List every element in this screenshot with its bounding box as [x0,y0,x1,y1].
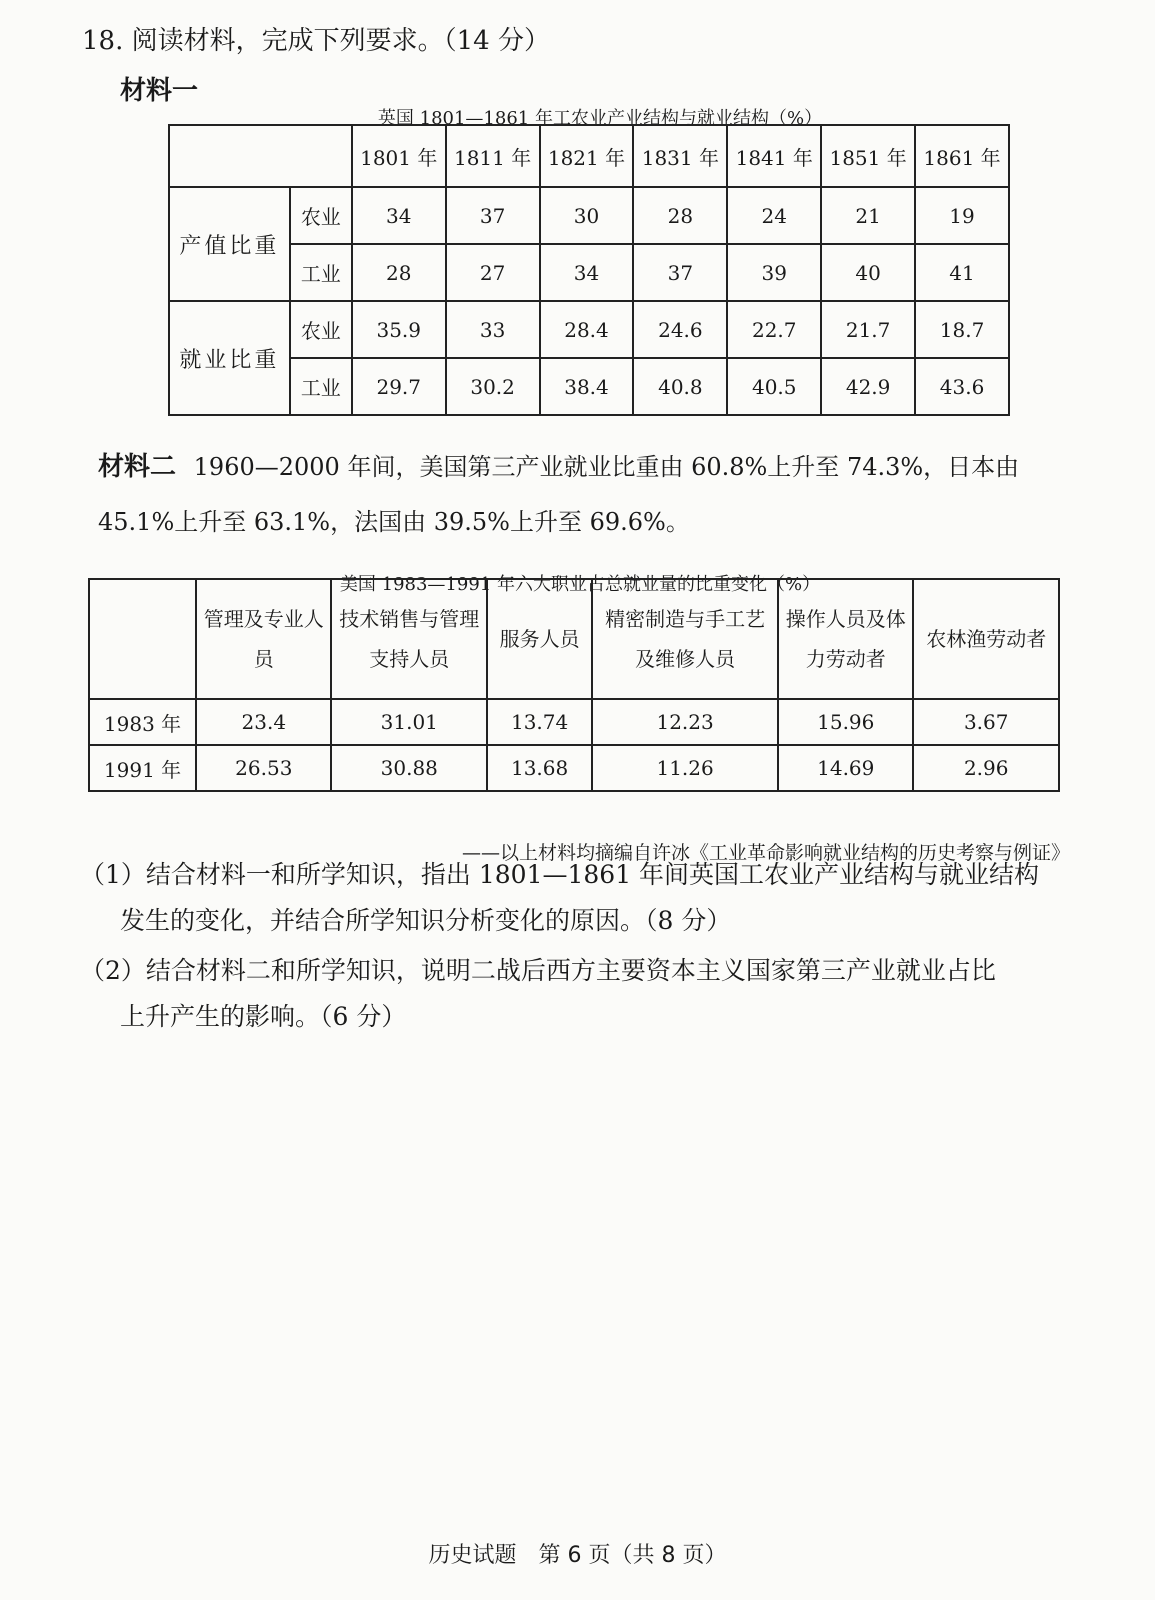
group-label-output: 产值比重 [169,187,290,301]
table-cell: 40.8 [633,358,727,415]
table-cell: 38.4 [540,358,634,415]
year-header: 1861 年 [915,125,1009,187]
table-cell: 31.01 [331,699,487,745]
table-cell: 22.7 [727,301,821,358]
table-uk-structure [168,124,1010,416]
table-cell: 3.67 [913,699,1059,745]
table-cell: 42.9 [821,358,915,415]
table-cell: 27 [446,244,540,301]
table2-caption: 美国 1983—1991 年六大职业占总就业量的比重变化（%） [339,574,821,595]
table-cell: 15.96 [778,699,913,745]
table-row [169,358,1009,415]
page-footer: 历史试题 第 6 页（共 8 页） [428,1543,727,1568]
table-cell: 40 [821,244,915,301]
table-cell: 29.7 [352,358,446,415]
column-header: 农林渔劳动者 [913,579,1059,699]
table-cell: 23.4 [196,699,331,745]
column-header: 操作人员及体力劳动者 [778,579,913,699]
table-cell: 41 [915,244,1009,301]
subquestion-1-line1: （1）结合材料一和所学知识，指出 1801—1861 年间英国工农业产业结构与就业结构 [80,860,1040,889]
subquestion-1 [80,852,1080,944]
table-cell: 40.5 [727,358,821,415]
sector-label: 农业 [290,187,352,244]
year-header: 1821 年 [540,125,634,187]
year-header: 1851 年 [821,125,915,187]
table-cell: 30.88 [331,745,487,791]
table-row [169,244,1009,301]
table-row [89,745,1059,791]
subquestion-2-line1: （2）结合材料二和所学知识，说明二战后西方主要资本主义国家第三产业就业占比 [80,956,996,985]
table1-caption: 英国 1801—1861 年工农业产业结构与就业结构（%） [377,108,823,129]
year-header: 1811 年 [446,125,540,187]
table-cell: 13.68 [487,745,592,791]
column-header: 服务人员 [487,579,592,699]
table-corner-cell [89,579,196,699]
table-corner-cell [169,125,352,187]
table-us-occupations [88,578,1060,792]
table-cell: 30.2 [446,358,540,415]
year-header: 1841 年 [727,125,821,187]
row-year: 1983 年 [89,699,196,745]
table-cell: 30 [540,187,634,244]
table-cell: 35.9 [352,301,446,358]
table-cell: 24.6 [633,301,727,358]
table-header-row [89,579,1059,699]
table-cell: 24 [727,187,821,244]
table-cell: 12.23 [592,699,778,745]
table-row [89,699,1059,745]
material2-text: 1960—2000 年间，美国第三产业就业比重由 60.8%上升至 74.3%，日本由45.1%上升至 63.1%，法国由 39.5%上升至 69.6%。 [98,453,1020,536]
table-cell: 11.26 [592,745,778,791]
table-row [169,187,1009,244]
column-header: 技术销售与管理支持人员 [331,579,487,699]
row-year: 1991 年 [89,745,196,791]
group-label-employment: 就业比重 [169,301,290,415]
table-cell: 28 [352,244,446,301]
table-cell: 34 [352,187,446,244]
sector-label: 农业 [290,301,352,358]
table-cell: 39 [727,244,821,301]
sector-label: 工业 [290,244,352,301]
question-title: 18. 阅读材料，完成下列要求。（14 分） [82,26,550,56]
table-cell: 21 [821,187,915,244]
table-cell: 14.69 [778,745,913,791]
table-cell: 18.7 [915,301,1009,358]
table-cell: 13.74 [487,699,592,745]
table-cell: 37 [633,244,727,301]
table-cell: 28 [633,187,727,244]
table-cell: 19 [915,187,1009,244]
table-cell: 21.7 [821,301,915,358]
table-cell: 34 [540,244,634,301]
material2-label: 材料二 [98,452,177,482]
table-cell: 2.96 [913,745,1059,791]
subquestion-2 [80,948,1080,1040]
column-header: 管理及专业人员 [196,579,331,699]
table-header-row [169,125,1009,187]
year-header: 1831 年 [633,125,727,187]
table-cell: 26.53 [196,745,331,791]
table-cell: 28.4 [540,301,634,358]
column-header: 精密制造与手工艺及维修人员 [592,579,778,699]
sector-label: 工业 [290,358,352,415]
material1-label: 材料一 [120,76,199,106]
table-cell: 37 [446,187,540,244]
year-header: 1801 年 [352,125,446,187]
material2-paragraph [98,440,1078,550]
table-cell: 33 [446,301,540,358]
subquestion-1-line2: 发生的变化，并结合所学知识分析变化的原因。（8 分） [120,906,732,935]
subquestion-2-line2: 上升产生的影响。（6 分） [120,1002,407,1031]
source-citation: ——以上材料均摘编自许冰《工业革命影响就业结构的历史考察与例证》 [461,842,1070,864]
table-cell: 43.6 [915,358,1009,415]
table-row [169,301,1009,358]
